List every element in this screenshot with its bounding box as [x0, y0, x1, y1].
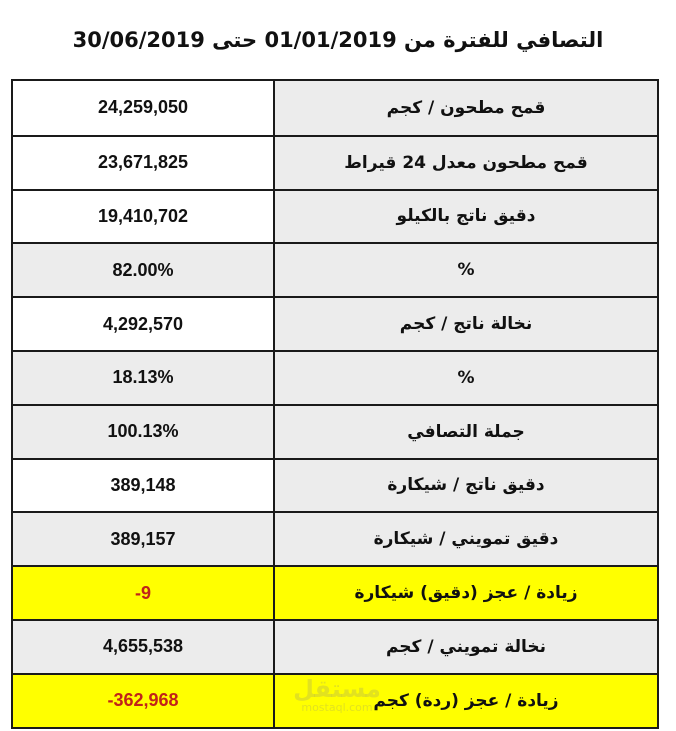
watermark-arabic: مستقل: [293, 675, 381, 703]
label-cell: قمح مطحون / كجم: [275, 81, 657, 135]
report-title: التصافي للفترة من 01/01/2019 حتى 30/06/2019: [72, 28, 604, 52]
value-cell: 389,157: [13, 513, 275, 565]
value-cell: 23,671,825: [13, 137, 275, 189]
table-row-total-yield: [13, 404, 657, 458]
value-cell: 100.13%: [13, 406, 275, 458]
table-row-wheat-adjusted: [13, 135, 657, 189]
value-cell: -362,968: [13, 675, 275, 727]
table-row-flour-percent: [13, 242, 657, 296]
value-cell: 18.13%: [13, 352, 275, 404]
table-row-flour-variance: [13, 565, 657, 619]
value-cell: 4,292,570: [13, 298, 275, 350]
label-cell: %: [275, 244, 657, 296]
label-cell: نخالة تمويني / كجم: [275, 621, 657, 673]
label-cell: دقيق تمويني / شيكارة: [275, 513, 657, 565]
label-cell: زيادة / عجز (ردة) كجم: [275, 675, 657, 727]
table-row-bran-output: [13, 296, 657, 350]
label-cell: دقيق ناتج بالكيلو: [275, 191, 657, 243]
table-row-flour-bags-output: [13, 458, 657, 512]
label-cell: %: [275, 352, 657, 404]
reconciliation-table: [11, 79, 659, 729]
value-cell: 19,410,702: [13, 191, 275, 243]
value-cell: 82.00%: [13, 244, 275, 296]
label-cell: قمح مطحون معدل 24 قيراط: [275, 137, 657, 189]
table-row-bran-variance: [13, 673, 657, 727]
value-cell: 24,259,050: [13, 81, 275, 135]
label-cell: جملة التصافي: [275, 406, 657, 458]
value-cell: 4,655,538: [13, 621, 275, 673]
label-cell: نخالة ناتج / كجم: [275, 298, 657, 350]
table-row-flour-bags-supply: [13, 511, 657, 565]
table-row-bran-supply: [13, 619, 657, 673]
value-cell: -9: [13, 567, 275, 619]
table-row-wheat-milled: [13, 81, 657, 135]
table-row-bran-percent: [13, 350, 657, 404]
value-cell: 389,148: [13, 460, 275, 512]
table-row-flour-output: [13, 189, 657, 243]
watermark-english: mostaql.com: [301, 701, 373, 714]
label-cell: زيادة / عجز (دقيق) شيكارة: [275, 567, 657, 619]
label-cell: دقيق ناتج / شيكارة: [275, 460, 657, 512]
